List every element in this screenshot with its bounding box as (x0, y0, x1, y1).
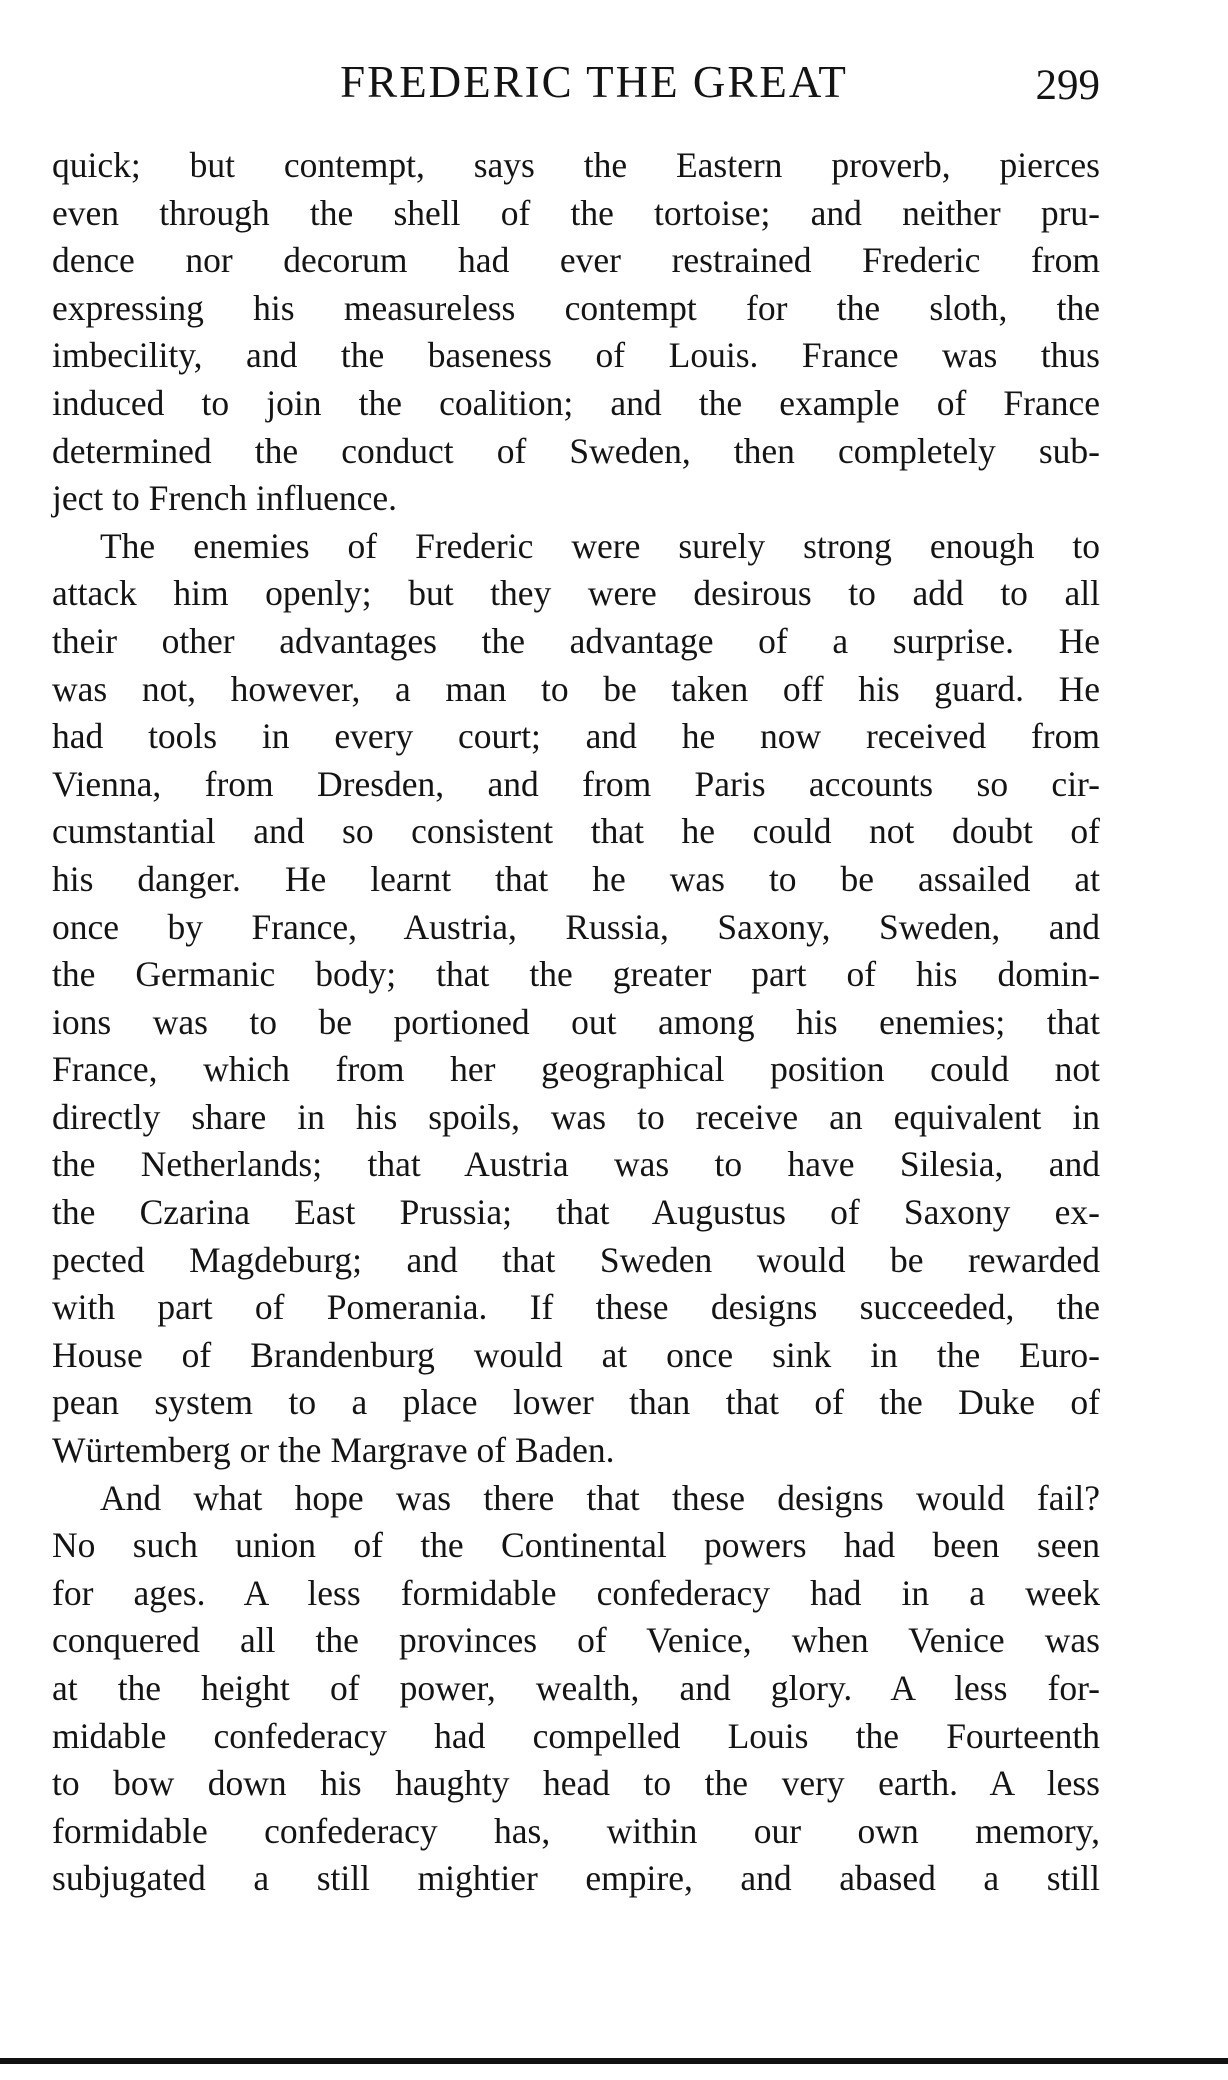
text-line: expressing his measureless contempt for the sloth, the (52, 287, 1100, 328)
text-line: once by France, Austria, Russia, Saxony, Sweden, and (52, 906, 1100, 947)
text-line: imbecility, and the baseness of Louis. France was thus (52, 335, 1100, 376)
body-text (52, 142, 1100, 1903)
paragraph-2 (52, 523, 1100, 1475)
text-line: Vienna, from Dresden, and from Paris accounts so cir- (52, 763, 1100, 804)
text-line: had tools in every court; and he now received from (52, 716, 1100, 757)
text-line: even through the shell of the tortoise; and neither pru- (52, 192, 1100, 233)
paragraph-3 (52, 1475, 1100, 1903)
text-line: France, which from her geographical position could not (52, 1049, 1100, 1090)
running-head (52, 52, 1100, 112)
text-line: formidable confederacy has, within our own memory, (52, 1810, 1100, 1851)
running-title: FREDERIC THE GREAT (340, 57, 848, 107)
text-line: the Netherlands; that Austria was to have Silesia, and (52, 1144, 1100, 1185)
text-line: their other advantages the advantage of a surprise. He (52, 620, 1100, 661)
text-line: midable confederacy had compelled Louis the Fourteenth (52, 1715, 1100, 1756)
text-line: quick; but contempt, says the Eastern proverb, pierces (52, 145, 1100, 185)
text-line: was not, however, a man to be taken off his guard. He (52, 668, 1100, 709)
text-line: induced to join the coalition; and the example of France (52, 382, 1100, 423)
text-line: with part of Pomerania. If these designs succeeded, the (52, 1287, 1100, 1328)
text-line: ject to French influence. (52, 478, 397, 519)
text-line: Würtemberg or the Margrave of Baden. (52, 1430, 615, 1471)
text-line: the Germanic body; that the greater part of his domin- (52, 954, 1100, 995)
text-line: conquered all the provinces of Venice, when Venice was (52, 1620, 1100, 1661)
text-line: pected Magdeburg; and that Sweden would be rewarded (52, 1239, 1100, 1280)
text-line: the Czarina East Prussia; that Augustus of Saxony ex- (52, 1192, 1100, 1233)
text-line: dence nor decorum had ever restrained Frederic from (52, 240, 1100, 281)
text-line: for ages. A less formidable confederacy had in a week (52, 1572, 1100, 1613)
text-line: The enemies of Frederic were surely strong enough to (100, 525, 1100, 566)
text-line: attack him openly; but they were desirous to add to all (52, 573, 1100, 614)
text-line: his danger. He learnt that he was to be assailed at (52, 858, 1100, 899)
text-line: House of Brandenburg would at once sink in the Euro- (52, 1334, 1100, 1375)
text-line: ions was to be portioned out among his enemies; that (52, 1001, 1100, 1042)
bottom-rule (0, 2058, 1228, 2064)
text-line: determined the conduct of Sweden, then completely sub- (52, 430, 1100, 471)
text-line: to bow down his haughty head to the very earth. A less (52, 1763, 1100, 1804)
page-number: 299 (1035, 62, 1100, 109)
paragraph-1 (52, 142, 1100, 523)
text-line: No such union of the Continental powers had been seen (52, 1525, 1100, 1566)
text-line: cumstantial and so consistent that he could not doubt of (52, 811, 1100, 852)
text-line: at the height of power, wealth, and glory. A less for- (52, 1668, 1100, 1708)
text-line: And what hope was there that these designs would fail? (100, 1477, 1100, 1518)
text-line: subjugated a still mightier empire, and abased a still (52, 1858, 1100, 1899)
text-line: pean system to a place lower than that of the Duke of (52, 1382, 1100, 1423)
text-line: directly share in his spoils, was to receive an equivalent in (52, 1096, 1100, 1137)
